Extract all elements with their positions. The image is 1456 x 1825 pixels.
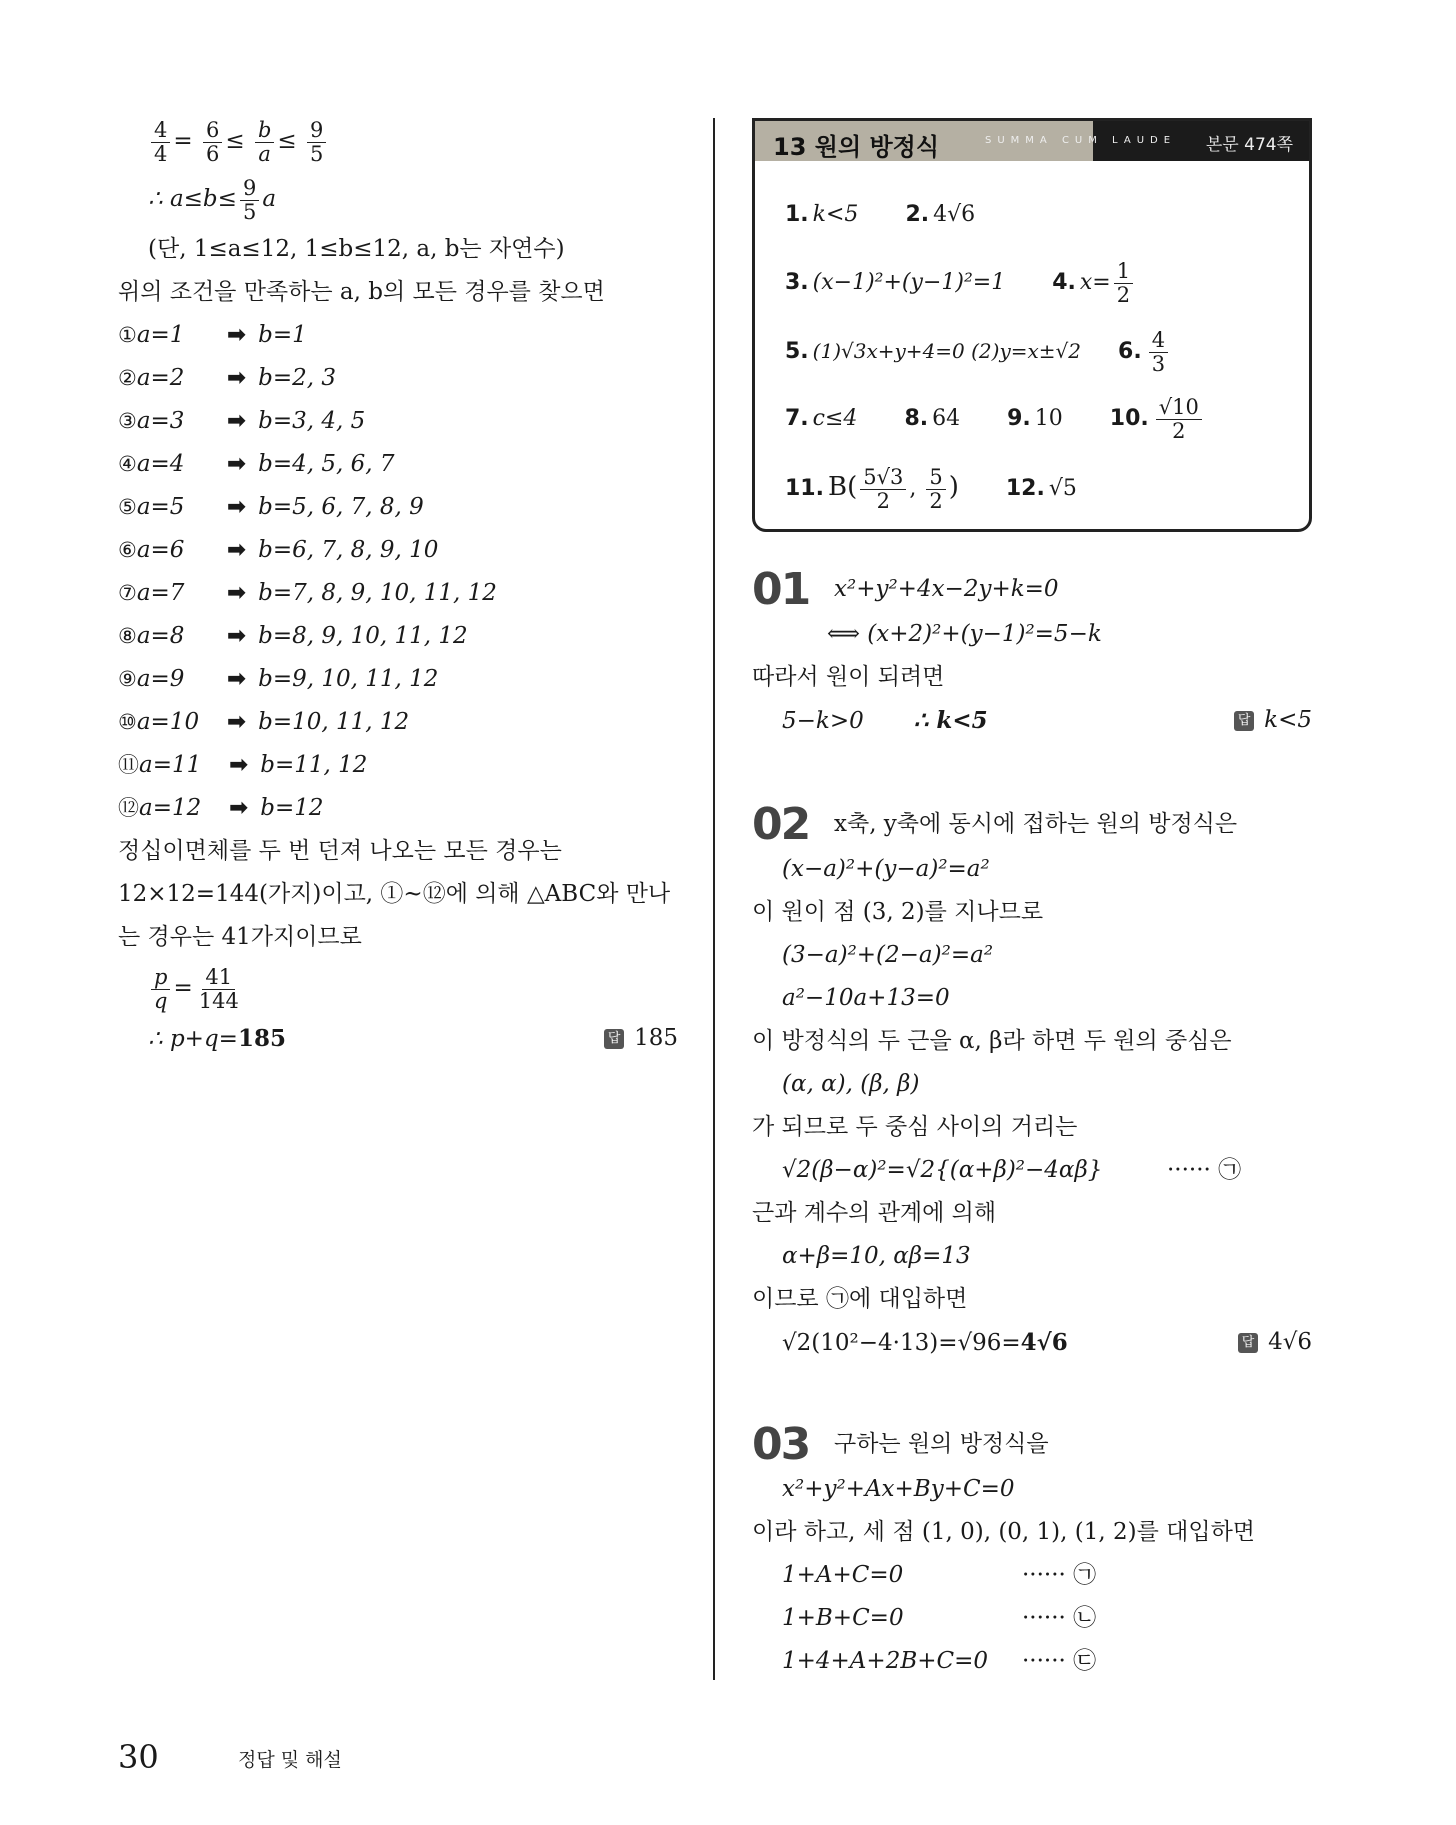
pq-fraction-line: $\frac{p}{q}$ = $\frac{41}{144}$ — [118, 959, 678, 1017]
right-arrow-icon: ➡ — [226, 494, 247, 520]
problem-number: 01 — [752, 564, 810, 615]
right-arrow-icon: ➡ — [226, 451, 247, 477]
case-row: ⑪a=11 ➡ b=11, 12 — [118, 752, 368, 778]
solution-03: 03 구하는 원의 방정식을 x²+y²+Ax+By+C=0 이라 하고, 세 점 (1, 0), (0, 1), (1, 2)를 대입하면 1+A+C=0 ······ ㉠ 1+B+C=0 ······ ㉡ 1+4+A+2B+C=0 ······ ㉢ — [752, 1420, 1312, 1683]
circled-number: ⑨ — [118, 667, 137, 691]
circled-number: ⑤ — [118, 495, 137, 519]
brand-text: SUMMA CUM LAUDE — [985, 135, 1177, 146]
circled-number: ⑩ — [118, 710, 137, 734]
right-arrow-icon: ➡ — [229, 795, 249, 821]
circled-number: ④ — [118, 452, 137, 476]
cases-list — [118, 314, 678, 830]
page-number: 30 — [118, 1738, 159, 1776]
case-row: ⑧a=8 ➡ b=8, 9, 10, 11, 12 — [118, 623, 468, 649]
answer-box-header — [755, 121, 1309, 161]
case-row: ⑨a=9 ➡ b=9, 10, 11, 12 — [118, 666, 439, 692]
right-arrow-icon: ➡ — [226, 580, 247, 606]
answer-row-5: 11. B( $\frac{5√3}{2}$ , $\frac{5}{2}$ ) 12. √5 — [785, 465, 1077, 513]
case-row: ④a=4 ➡ b=4, 5, 6, 7 — [118, 451, 395, 477]
right-arrow-icon: ➡ — [226, 623, 247, 649]
circled-number: ② — [118, 366, 137, 390]
case-row: ⑦a=7 ➡ b=7, 8, 9, 10, 11, 12 — [118, 580, 497, 606]
answer-badge-icon: 답 — [604, 1029, 624, 1049]
circled-number: ⑦ — [118, 581, 137, 605]
paragraph-line-1: 정십이면체를 두 번 던져 나오는 모든 경우는 — [118, 838, 562, 864]
answer-badge-icon: 답 — [1238, 1333, 1258, 1353]
circled-number: ⑫ — [118, 796, 139, 820]
right-arrow-icon: ➡ — [229, 752, 249, 778]
case-row: ⑤a=5 ➡ b=5, 6, 7, 8, 9 — [118, 494, 424, 520]
inequality-fraction-line: $\frac{4}{4}$ = $\frac{6}{6}$ ≤ $\frac{b}{a}$ ≤ $\frac{9}{5}$ — [118, 112, 678, 170]
equation-system — [752, 1554, 1312, 1683]
chapter-title: 13 원의 방정식 — [773, 133, 940, 161]
case-row: ①a=1 ➡ b=1 — [118, 322, 307, 348]
right-arrow-icon: ➡ — [226, 408, 247, 434]
right-arrow-icon: ➡ — [226, 365, 247, 391]
condition-text: (단, 1≤a≤12, 1≤b≤12, a, b는 자연수) — [148, 236, 565, 262]
answer-summary-box — [752, 118, 1312, 532]
answer: 답 185 — [604, 1017, 678, 1060]
solution-01: 01 x²+y²+4x−2y+k=0 ⟺ (x+2)²+(y−1)²=5−k 따라서 원이 되려면 5−k>0 ∴ k<5 답 k<5 — [752, 565, 1312, 742]
answer: 답 4√6 — [1238, 1321, 1312, 1364]
answer-list — [785, 181, 1295, 521]
problem-number: 02 — [752, 799, 810, 850]
case-row: ②a=2 ➡ b=2, 3 — [118, 365, 336, 391]
equation-row: 1+B+C=0 ······ ㉡ — [782, 1605, 1097, 1631]
circled-number: ⑧ — [118, 624, 137, 648]
paragraph-line-2: 12×12=144(가지)이고, ①~⑫에 의해 △ABC와 만나 — [118, 881, 671, 907]
circled-number: ⑪ — [118, 753, 139, 777]
right-arrow-icon: ➡ — [226, 666, 247, 692]
answer-row-1: 1. k<5 2. 4√6 — [785, 202, 976, 227]
therefore-line: ∴ a≤b≤ $\frac{9}{5}$ a — [148, 176, 277, 224]
answer-row-2: 3. (x−1)²+(y−1)²=1 4. x= $\frac{1}{2}$ — [785, 249, 1295, 317]
circled-number: ⑥ — [118, 538, 137, 562]
right-arrow-icon: ➡ — [226, 537, 247, 563]
answer: 답 k<5 — [1234, 699, 1312, 742]
find-text: 위의 조건을 만족하는 a, b의 모든 경우를 찾으면 — [118, 279, 605, 305]
case-row: ⑩a=10 ➡ b=10, 11, 12 — [118, 709, 410, 735]
final-line: ∴ p+q=185 답 185 — [118, 1017, 678, 1060]
answer-row-3: 5. (1)√3x+y+4=0 (2)y=x±√2 6. $\frac{4}{3}$ — [785, 317, 1295, 385]
circled-number: ③ — [118, 409, 137, 433]
problem-number: 03 — [752, 1419, 810, 1470]
equation-row: 1+4+A+2B+C=0 ······ ㉢ — [782, 1648, 1097, 1674]
case-row: ③a=3 ➡ b=3, 4, 5 — [118, 408, 366, 434]
right-arrow-icon: ➡ — [226, 709, 247, 735]
right-arrow-icon: ➡ — [226, 322, 247, 348]
solution-02: 02 x축, y축에 동시에 접하는 원의 방정식은 (x−a)²+(y−a)²=a² 이 원이 점 (3, 2)를 지나므로 (3−a)²+(2−a)²=a² a²−10a+13=0 이 방정식의 두 근을 α, β라 하면 두 원의 중심은 (α, α), (β, β) 가 되므로 두 중심 사이의 거리는 √2(β−α)²=√2{(α+β)²−4αβ} ······ ㉠ 근과 계수의 관계에 의해 α+β=10, αβ=13 이므로 ㉠에 대입하면 √2(10²−4·13)=√96=4√6 답 4√6 — [752, 800, 1312, 1364]
page-reference: 본문 474쪽 — [1205, 135, 1293, 155]
answer-row-4: 7. c≤4 8. 64 9. 10 10. $\frac{√10}{2}$ — [785, 385, 1295, 453]
equation-row: 1+A+C=0 ······ ㉠ — [782, 1562, 1097, 1588]
column-divider — [713, 118, 715, 1680]
circled-number: ① — [118, 323, 137, 347]
case-row: ⑥a=6 ➡ b=6, 7, 8, 9, 10 — [118, 537, 439, 563]
left-column — [118, 112, 678, 1060]
paragraph-line-3: 는 경우는 41가지이므로 — [118, 924, 362, 950]
footer-label: 정답 및 해설 — [238, 1749, 342, 1771]
case-row: ⑫a=12 ➡ b=12 — [118, 795, 324, 821]
answer-badge-icon: 답 — [1234, 711, 1254, 731]
